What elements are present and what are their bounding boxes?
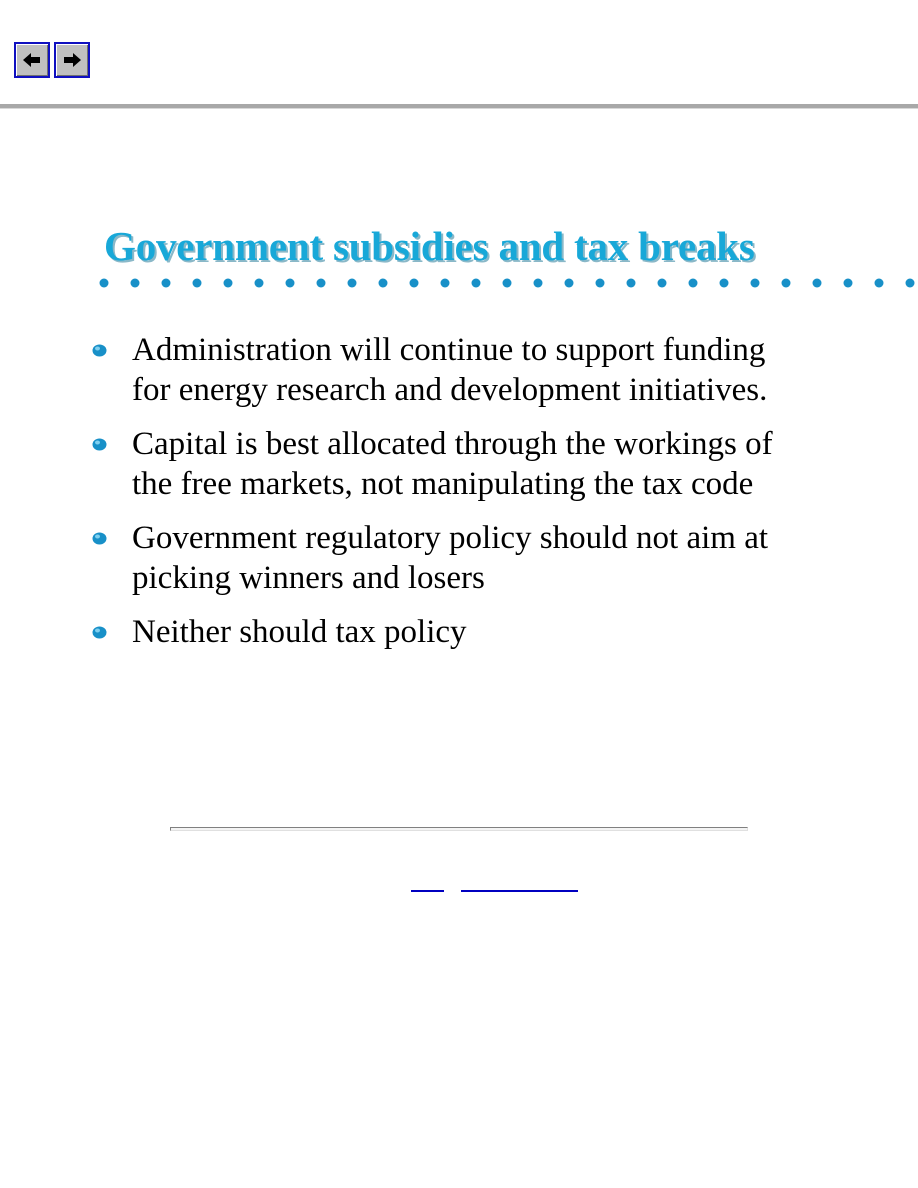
slide-title: Government subsidies and tax breaks xyxy=(104,223,755,269)
title-dot xyxy=(813,279,822,288)
next-slide-button[interactable] xyxy=(54,42,90,78)
bullet-text-line: picking winners and losers xyxy=(132,560,485,596)
bullet-item xyxy=(92,424,872,504)
title-dot xyxy=(162,279,171,288)
title-dot xyxy=(379,279,388,288)
left-arrow-icon xyxy=(22,52,42,68)
title-dot xyxy=(317,279,326,288)
title-dot xyxy=(751,279,760,288)
title-dot xyxy=(348,279,357,288)
title-dot xyxy=(844,279,853,288)
title-dot xyxy=(627,279,636,288)
title-dot xyxy=(782,279,791,288)
header-divider xyxy=(0,104,918,109)
title-dot xyxy=(720,279,729,288)
title-dot xyxy=(689,279,698,288)
title-dot xyxy=(596,279,605,288)
title-dot xyxy=(286,279,295,288)
bullet-text-line: Capital is best allocated through the workings of xyxy=(132,426,773,462)
footer-links xyxy=(0,868,918,892)
footer-link-first[interactable] xyxy=(411,868,444,892)
title-dot xyxy=(565,279,574,288)
bullet-dot-icon xyxy=(92,532,107,545)
right-arrow-icon xyxy=(62,52,82,68)
bullet-text-line: Administration will continue to support funding xyxy=(132,332,766,368)
slide-navigation xyxy=(14,42,90,80)
bullet-item xyxy=(92,330,872,410)
title-dot xyxy=(658,279,667,288)
title-dot-divider xyxy=(98,276,918,290)
bullet-text-line: for energy research and development initiatives. xyxy=(132,372,768,408)
bullet-dot-icon xyxy=(92,626,107,639)
title-dot xyxy=(410,279,419,288)
bullet-list xyxy=(92,330,872,666)
bullet-text-line: Neither should tax policy xyxy=(132,614,467,650)
bullet-dot-icon xyxy=(92,438,107,451)
bullet-dot-icon xyxy=(92,344,107,357)
title-dot xyxy=(441,279,450,288)
title-dot xyxy=(503,279,512,288)
title-dot xyxy=(472,279,481,288)
title-dot xyxy=(224,279,233,288)
title-dot xyxy=(875,279,884,288)
footer-divider xyxy=(170,827,748,831)
previous-slide-button[interactable] xyxy=(14,42,50,78)
title-dot xyxy=(100,279,109,288)
title-dot xyxy=(255,279,264,288)
footer-link-second[interactable] xyxy=(461,868,578,892)
title-dot xyxy=(131,279,140,288)
title-dot xyxy=(193,279,202,288)
bullet-text-line: Government regulatory policy should not aim at xyxy=(132,520,769,556)
bullet-text-line: the free markets, not manipulating the tax code xyxy=(132,466,754,502)
title-dot xyxy=(906,279,915,288)
bullet-item xyxy=(92,518,872,598)
title-dot xyxy=(534,279,543,288)
bullet-item xyxy=(92,612,872,652)
